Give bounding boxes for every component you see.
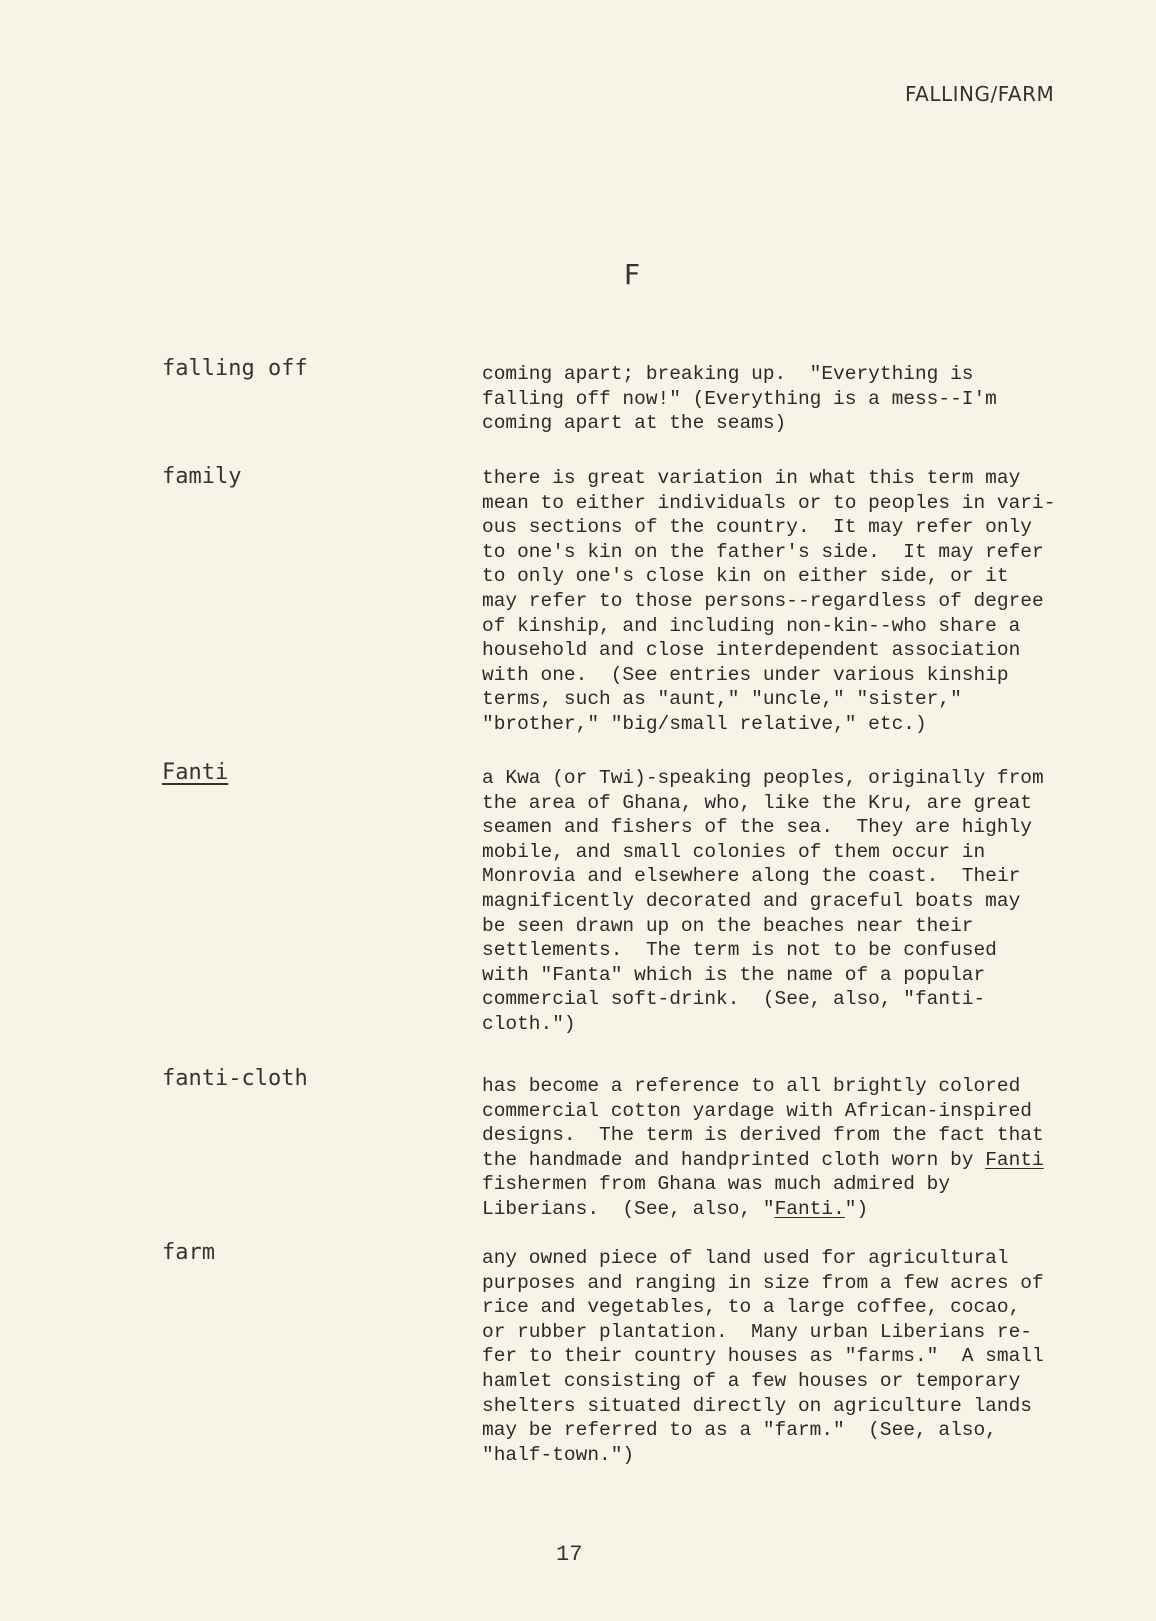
running-head: FALLING/FARM	[905, 82, 1055, 106]
definition-line: falling off now!" (Everything is a mess--I'm	[482, 387, 997, 410]
definition-line: there is great variation in what this term may	[482, 467, 1021, 489]
page-number: 17	[556, 1542, 583, 1567]
headword: family	[162, 464, 242, 489]
definition	[482, 1246, 1072, 1467]
definition-line: purposes and ranging in size from a few acres of	[482, 1271, 1044, 1294]
definition	[482, 362, 1072, 436]
definition	[482, 1074, 1072, 1222]
definition-text: the handmade and handprinted cloth worn by	[482, 1148, 986, 1171]
definition-line: of kinship, and including non-kin--who share a	[482, 614, 1021, 637]
definition-line: rice and vegetables, to a large coffee, cocao,	[482, 1296, 1021, 1319]
definition-line: Monrovia and elsewhere along the coast. Their	[482, 865, 1021, 888]
definition-line: a Kwa (or Twi)-speaking peoples, originally from	[482, 767, 1044, 789]
definition-line: fer to their country houses as "farms." A small	[482, 1345, 1044, 1368]
definition-line: commercial cotton yardage with African-inspired	[482, 1099, 1032, 1122]
cross-reference: Fanti.	[774, 1197, 845, 1220]
definition-line: to one's kin on the father's side. It may refer	[482, 540, 1044, 563]
definition-line: may be referred to as a "farm." (See, also,	[482, 1419, 997, 1442]
definition-line: coming apart at the seams)	[482, 412, 787, 435]
definition-line: settlements. The term is not to be confused	[482, 939, 997, 962]
definition-line: commercial soft-drink. (See, also, "fanti-	[482, 988, 986, 1011]
definition	[482, 766, 1072, 1037]
definition-line: terms, such as "aunt," "uncle," "sister,"	[482, 688, 962, 711]
definition-line: or rubber plantation. Many urban Liberians re-	[482, 1320, 1032, 1343]
definition-line: with "Fanta" which is the name of a popular	[482, 963, 986, 986]
definition-line	[482, 1148, 1072, 1173]
definition-line: mean to either individuals or to peoples in vari-	[482, 491, 1056, 514]
headword: fanti-cloth	[162, 1066, 308, 1091]
definition-text: Liberians. (See, also, "	[482, 1197, 775, 1220]
definition-line: to only one's close kin on either side, or it	[482, 565, 1009, 588]
definition-line: fishermen from Ghana was much admired by	[482, 1173, 951, 1196]
definition-line: designs. The term is derived from the fact that	[482, 1124, 1044, 1147]
definition-line: seamen and fishers of the sea. They are highly	[482, 816, 1032, 839]
definition-line: the area of Ghana, who, like the Kru, are great	[482, 791, 1032, 814]
headword: falling off	[162, 356, 308, 381]
definition-line: mobile, and small colonies of them occur in	[482, 840, 986, 863]
definition-line: shelters situated directly on agriculture lands	[482, 1394, 1032, 1417]
definition-line: any owned piece of land used for agricultural	[482, 1247, 1009, 1269]
definition-line: has become a reference to all brightly colored	[482, 1075, 1021, 1097]
definition-line: "half-town.")	[482, 1443, 635, 1466]
definition-line: be seen drawn up on the beaches near their	[482, 914, 974, 937]
definition-line: with one. (See entries under various kinship	[482, 663, 1009, 686]
definition-line: "brother," "big/small relative," etc.)	[482, 712, 927, 735]
headword: farm	[162, 1240, 215, 1265]
definition-line: may refer to those persons--regardless of degree	[482, 589, 1044, 612]
section-letter: F	[624, 258, 641, 291]
definition-line: cloth.")	[482, 1012, 576, 1035]
headword: Fanti	[162, 760, 229, 785]
definition-line: magnificently decorated and graceful boats may	[482, 889, 1021, 912]
definition	[482, 466, 1072, 737]
definition-line: household and close interdependent association	[482, 639, 1021, 662]
definition-line: coming apart; breaking up. "Everything is	[482, 363, 974, 385]
definition-line	[482, 1197, 1072, 1222]
cross-reference-word: Fanti	[985, 1148, 1044, 1171]
definition-line: hamlet consisting of a few houses or temporary	[482, 1369, 1021, 1392]
definition-text: ")	[844, 1197, 869, 1220]
definition-line: ous sections of the country. It may refer only	[482, 516, 1032, 539]
